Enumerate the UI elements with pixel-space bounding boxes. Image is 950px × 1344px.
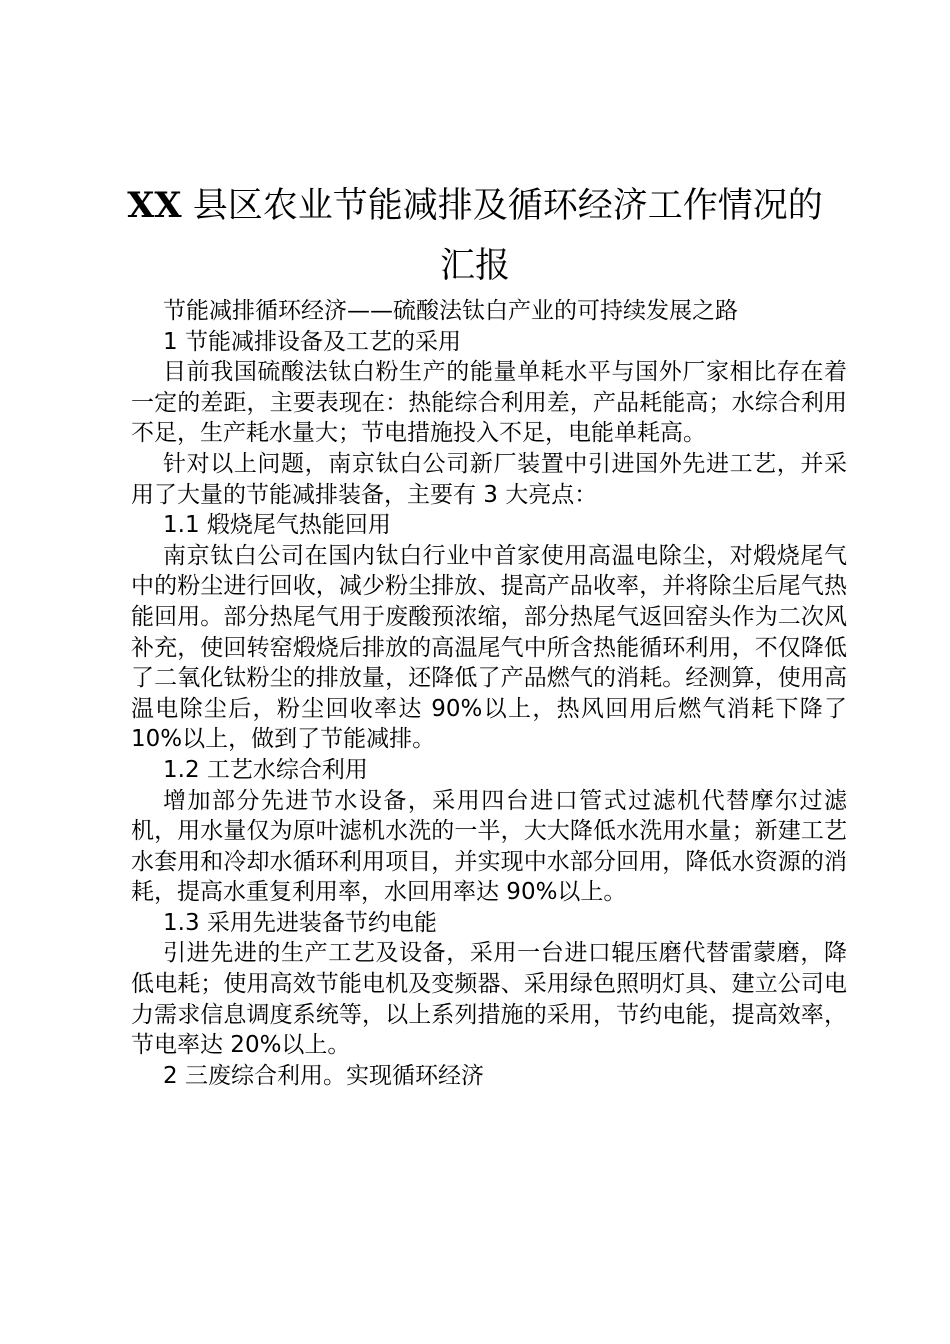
body-paragraph: 南京钛白公司在国内钛白行业中首家使用高温电除尘，对煅烧尾气中的粉尘进行回收，减少粉尘排放、提高产品收率，并将除尘后尾气热能回用。部分热尾气用于废酸预浓缩，部分热尾气返回窑头作为二次风补充，使回转窑煅烧后排放的高温尾气中所含热能循环利用，不仅降低了二氧化钛粉尘的排放量，还降低了产品燃气的消耗。经测算，使用高温电除尘后，粉尘回收率达 90%以上，热风回用后燃气消耗下降了 10%以上，做到了节能减排。	[131, 542, 847, 753]
section-heading-1-3: 1.3 采用先进装备节约电能	[163, 909, 437, 936]
section-heading-1-1: 1.1 煅烧尾气热能回用	[163, 512, 391, 539]
document-body	[131, 296, 847, 1091]
section-heading-2: 2 三废综合利用。实现循环经济	[163, 1062, 484, 1089]
subtitle-paragraph: 节能减排循环经济——硫酸法钛白产业的可持续发展之路	[163, 298, 738, 324]
title-rest: 县区农业节能减排及循环经济工作情况的	[181, 186, 823, 226]
document-title-line-1	[100, 186, 850, 226]
title-prefix: XX	[127, 185, 182, 226]
body-paragraph: 引进先进的生产工艺及设备，采用一台进口辊压磨代替雷蒙磨，降低电耗；使用高效节能电机及变频器、采用绿色照明灯具、建立公司电力需求信息调度系统等，以上系列措施的采用，节约电能，提高效率，节电率达 20%以上。	[131, 940, 847, 1059]
section-heading-1: 1 节能减排设备及工艺的采用	[163, 328, 461, 355]
body-paragraph: 针对以上问题，南京钛白公司新厂装置中引进国外先进工艺，并采用了大量的节能减排装备，主要有 3 大亮点：	[131, 450, 847, 508]
body-paragraph: 增加部分先进节水设备，采用四台进口管式过滤机代替摩尔过滤机，用水量仅为原叶滤机水洗的一半，大大降低水洗用水量；新建工艺水套用和冷却水循环利用项目，并实现中水部分回用，降低水资源的消耗，提高水重复利用率，水回用率达 90%以上。	[131, 787, 847, 906]
body-paragraph: 目前我国硫酸法钛白粉生产的能量单耗水平与国外厂家相比存在着一定的差距，主要表现在：热能综合利用差，产品耗能高；水综合利用不足，生产耗水量大；节电措施投入不足，电能单耗高。	[131, 359, 847, 447]
document-title-line-2: 汇报	[439, 246, 510, 286]
section-heading-1-2: 1.2 工艺水综合利用	[163, 756, 368, 783]
